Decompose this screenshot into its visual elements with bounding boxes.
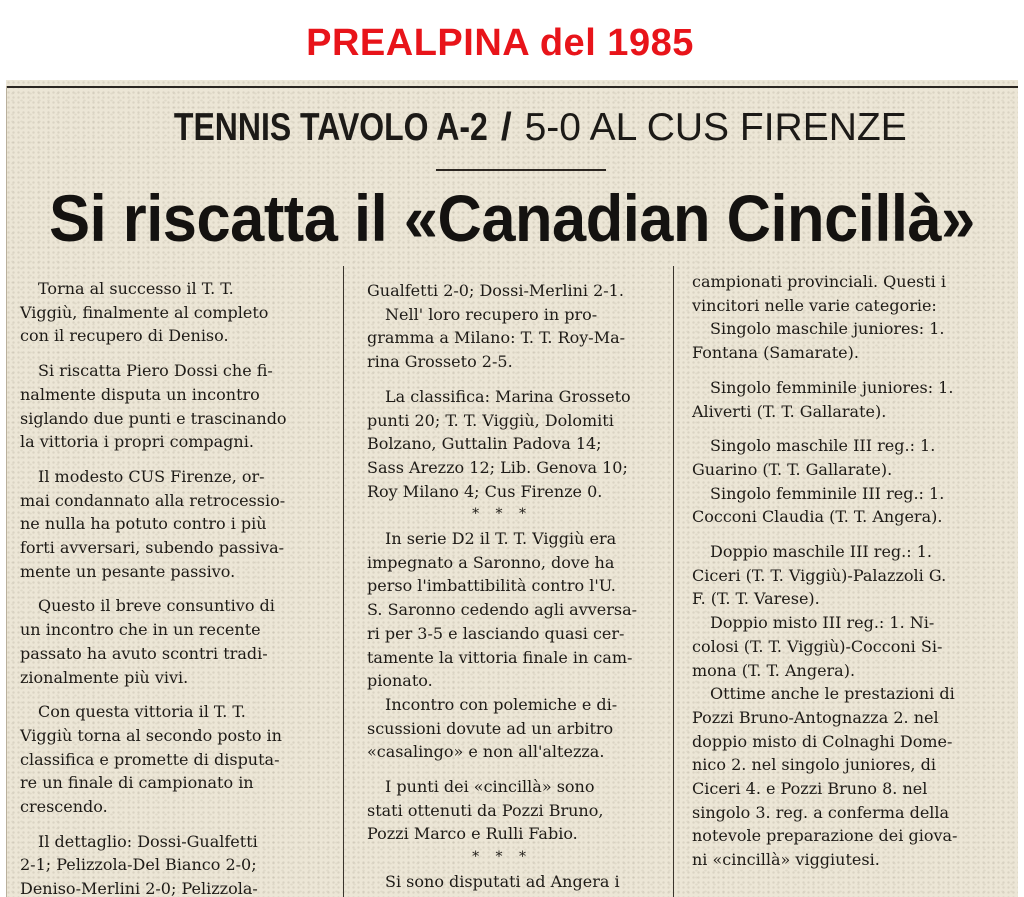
text-line: S. Saronno cedendo agli avversa- [367,600,638,620]
text-line: punti 20; T. T. Viggiù, Dolomiti [367,410,614,430]
text-line: doppio misto di Colnaghi Dome- [692,731,953,751]
text-line: zionalmente più vivi. [20,667,189,687]
text-line: Si sono disputati ad Angera i [385,871,620,891]
text-line: Aliverti (T. T. Gallarate). [692,401,887,421]
text-line: 2-1; Pelizzola-Del Bianco 2-0; [20,855,257,875]
left-edge-rule [6,86,7,897]
text-line: Ottime anche le prestazioni di [710,684,955,704]
text-line: Singolo maschile juniores: 1. [710,319,945,339]
kicker-sport: TENNIS TAVOLO A-2 [174,106,489,149]
text-line: Ciceri 4. e Pozzi Bruno 8. nel [692,779,928,799]
article-column-1 [20,277,287,897]
text-line: Fontana (Samarate). [692,343,859,363]
text-line: «casalingo» e non all'altezza. [367,742,605,762]
column-divider [343,266,344,897]
text-line: crescendo. [20,797,108,817]
kicker-slash: / [500,106,512,149]
text-line: mona (T. T. Angera). [692,660,856,680]
article-column-3 [692,270,957,872]
text-line: siglando due punti e trascinando [20,408,287,428]
text-line: Con questa vittoria il T. T. [38,702,246,722]
column-divider [673,266,674,897]
text-line: Pozzi Bruno-Antognazza 2. nel [692,707,939,727]
text-line: In serie D2 il T. T. Viggiù era [385,529,617,549]
text-line: un incontro che in un recente [20,620,261,640]
text-line: Il modesto CUS Firenze, or- [38,466,265,486]
kicker-underline [436,169,606,171]
section-separator: * * * [472,849,532,866]
text-line: rina Grosseto 2-5. [367,352,513,372]
text-line: vincitori nelle varie categorie: [692,295,937,315]
source-label: PREALPINA del 1985 [306,22,694,64]
text-line: ni «cincillà» viggiutesi. [692,850,880,870]
text-line: nico 2. nel singolo juniores, di [692,755,936,775]
text-line: Viggiù, finalmente al completo [20,302,269,322]
text-line: stati ottenuti da Pozzi Bruno, [367,800,604,820]
text-line: la vittoria i propri compagni. [20,432,254,452]
text-line: Ciceri (T. T. Viggiù)-Palazzoli G. [692,565,947,585]
text-line: Guarino (T. T. Gallarate). [692,459,893,479]
text-line: Doppio maschile III reg.: 1. [710,542,932,562]
text-line: tamente la vittoria finale in cam- [367,647,633,667]
text-line: Il dettaglio: Dossi-Gualfetti [38,831,258,851]
text-line: classifica e promette di disputa- [20,749,280,769]
kicker-result: 5-0 AL CUS FIRENZE [524,106,907,149]
text-line: Singolo femminile III reg.: 1. [710,483,945,503]
text-line: Sass Arezzo 12; Lib. Genova 10; [367,457,628,477]
text-line: Singolo femminile juniores: 1. [710,377,954,397]
text-line: Gualfetti 2-0; Dossi-Merlini 2-1. [367,281,624,300]
text-line: Incontro con polemiche e di- [385,694,618,714]
text-line: nalmente disputa un incontro [20,384,260,404]
text-line: passato ha avuto scontri tradi- [20,643,268,663]
text-line: Bolzano, Guttalin Padova 14; [367,434,602,454]
text-line: re un finale di campionato in [20,773,254,793]
text-line: Roy Milano 4; Cus Firenze 0. [367,481,603,501]
headline: Si riscatta il «Canadian Cincillà» [49,181,975,255]
text-line: gramma a Milano: T. T. Roy-Ma- [367,328,626,348]
text-line: Si riscatta Piero Dossi che fi- [38,361,273,381]
text-line: con il recupero di Deniso. [20,326,229,346]
text-line: F. (T. T. Varese). [692,589,820,609]
text-line: campionati provinciali. Questi i [692,272,946,291]
text-line: pionato. [367,671,433,691]
article-column-2 [367,279,637,894]
text-line: Pozzi Marco e Rulli Fabio. [367,824,578,844]
kicker [6,106,1006,150]
section-separator: * * * [472,506,532,523]
top-rule [6,86,1018,88]
text-line: colosi (T. T. Viggiù)-Cocconi Si- [692,636,943,656]
text-line: mai condannato alla retrocessio- [20,490,286,510]
text-line: ri per 3-5 e lasciando quasi cer- [367,623,625,643]
text-line: La classifica: Marina Grosseto [385,386,631,406]
text-line: Doppio misto III reg.: 1. Ni- [710,613,935,633]
text-line: scussioni dovute ad un arbitro [367,718,614,738]
text-line: impegnato a Saronno, dove ha [367,552,615,572]
text-line: Viggiù torna al secondo posto in [20,725,282,745]
text-line: Cocconi Claudia (T. T. Angera). [692,507,943,527]
text-line: mente un pesante passivo. [20,561,236,581]
text-line: Deniso-Merlini 2-0; Pelizzola- [20,879,258,897]
text-line: perso l'imbattibilità contro l'U. [367,576,616,596]
text-line: notevole preparazione dei giova- [692,826,958,846]
text-line: Torna al successo il T. T. [38,279,234,298]
text-line: Nell' loro recupero in pro- [385,304,598,324]
text-line: ne nulla ha potuto contro i più [20,514,267,534]
text-line: I punti dei «cincillà» sono [385,777,595,797]
text-line: Questo il breve consuntivo di [38,596,275,616]
text-line: Singolo maschile III reg.: 1. [710,436,936,456]
text-line: forti avversari, subendo passiva- [20,538,285,558]
text-line: singolo 3. reg. a conferma della [692,802,950,822]
newspaper-clipping [6,80,1018,897]
